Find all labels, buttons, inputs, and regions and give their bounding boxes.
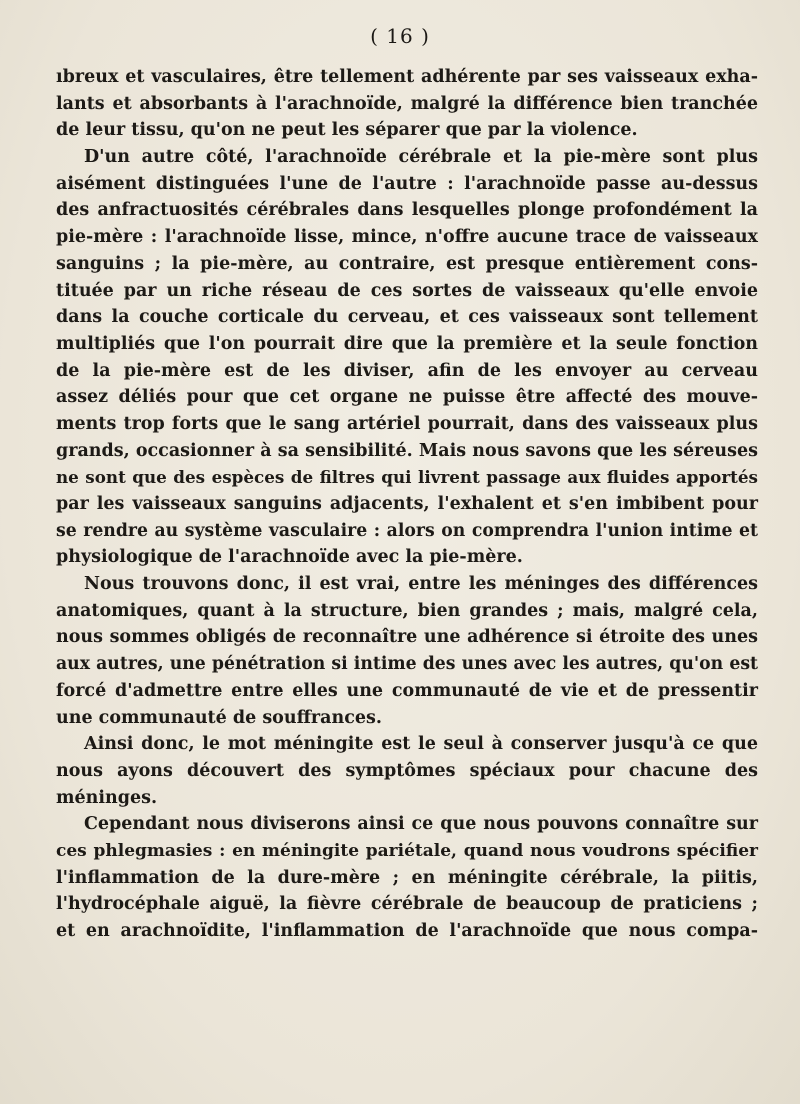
- text-line: anatomiques, quant à la structure, bien grandes ; mais, malgré cela,: [56, 600, 758, 621]
- text-line: ces phlegmasies : en méningite pariétale, quand nous voudrons spécifier: [56, 840, 758, 861]
- text-line: ıbreux et vasculaires, être tellement adhérente par ses vaisseaux exha-: [56, 67, 758, 87]
- text-line: ments trop forts que le sang artériel pourrait, dans des vaisseaux plus: [56, 413, 758, 434]
- page-number: ( 16 ): [370, 24, 430, 48]
- text-line: D'un autre côté, l'arachnoïde cérébrale et la pie-mère sont plus: [84, 147, 758, 168]
- text-line: se rendre au système vasculaire : alors on comprendra l'union intime et: [56, 520, 758, 541]
- text-line: de la pie-mère est de les diviser, afin de les envoyer au cerveau: [56, 360, 758, 381]
- text-line: ne sont que des espèces de filtres qui livrent passage aux fluides apportés: [56, 467, 758, 488]
- text-line: nous ayons découvert des symptômes spéciaux pour chacune des: [56, 760, 758, 781]
- text-line: l'hydrocéphale aiguë, la fièvre cérébrale de beaucoup de praticiens ;: [56, 894, 758, 915]
- text-line: tituée par un riche réseau de ces sortes de vaisseaux qu'elle envoie: [56, 280, 758, 301]
- text-line: aux autres, une pénétration si intime des unes avec les autres, qu'on est: [56, 654, 758, 675]
- text-line: forcé d'admettre entre elles une communauté de vie et de pressentir: [56, 680, 758, 701]
- text-line: Ainsi donc, le mot méningite est le seul à conserver jusqu'à ce que: [84, 734, 758, 755]
- body-text: [56, 64, 758, 945]
- text-line: une communauté de souffrances.: [56, 707, 382, 728]
- text-line: physiologique de l'arachnoïde avec la pie-mère.: [56, 547, 523, 568]
- text-line: nous sommes obligés de reconnaître une adhérence si étroite des unes: [56, 627, 758, 648]
- text-line: Nous trouvons donc, il est vrai, entre les méninges des différences: [84, 574, 758, 595]
- text-line: lants et absorbants à l'arachnoïde, malgré la différence bien tranchée: [56, 93, 758, 114]
- text-line: sanguins ; la pie-mère, au contraire, est presque entièrement cons-: [56, 253, 758, 274]
- text-line: méninges.: [56, 787, 158, 808]
- text-line: et en arachnoïdite, l'inflammation de l'arachnoïde que nous compa-: [56, 921, 758, 941]
- text-line: dans la couche corticale du cerveau, et ces vaisseaux sont tellement: [56, 307, 758, 328]
- text-line: par les vaisseaux sanguins adjacents, l'exhalent et s'en imbibent pour: [56, 494, 758, 514]
- text-line: aisément distinguées l'une de l'autre : l'arachnoïde passe au-dessus: [56, 173, 758, 194]
- text-line: de leur tissu, qu'on ne peut les séparer que par la violence.: [56, 120, 638, 141]
- text-line: multipliés que l'on pourrait dire que la première et la seule fonction: [56, 333, 758, 354]
- text-line: l'inflammation de la dure-mère ; en méningite cérébrale, la piitis,: [56, 867, 758, 888]
- text-line: assez déliés pour que cet organe ne puisse être affecté des mouve-: [56, 387, 758, 408]
- text-line: des anfractuosités cérébrales dans lesquelles plonge profondément la: [56, 200, 758, 221]
- text-line: grands, occasionner à sa sensibilité. Mais nous savons que les séreuses: [56, 440, 758, 461]
- text-line: pie-mère : l'arachnoïde lisse, mince, n'offre aucune trace de vaisseaux: [56, 227, 758, 248]
- text-line: Cependant nous diviserons ainsi ce que nous pouvons connaître sur: [84, 814, 758, 835]
